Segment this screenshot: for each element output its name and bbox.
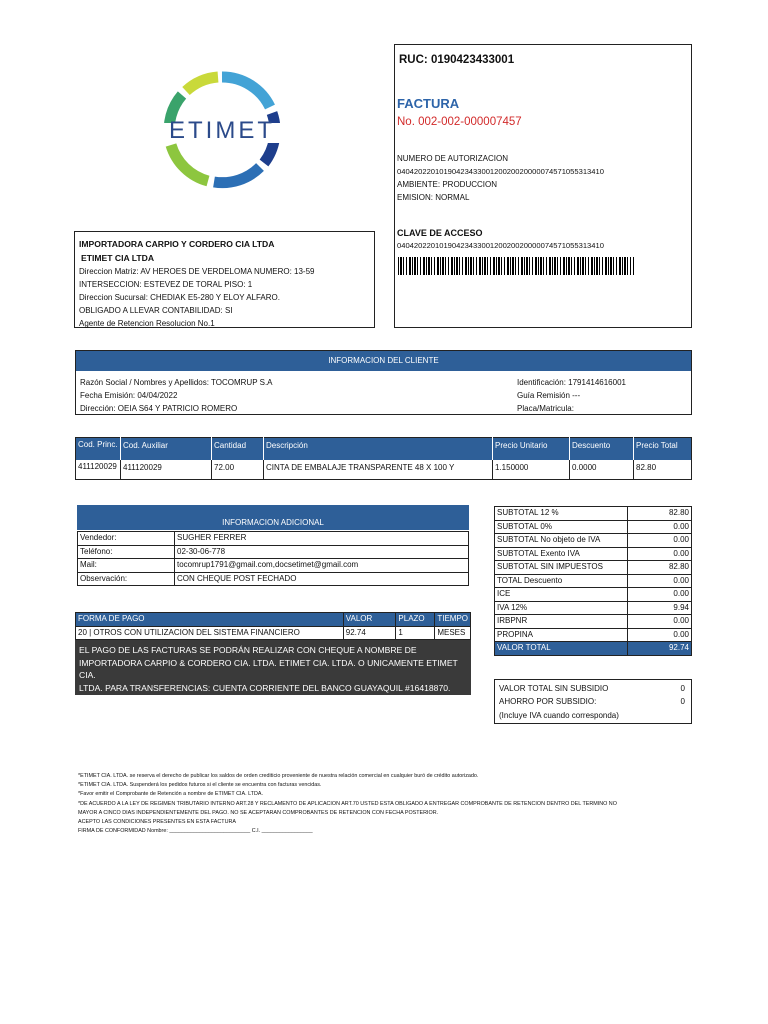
totals-label: PROPINA [495,628,628,642]
cell-quantity: 72.00 [212,460,264,480]
table-row [78,572,469,586]
cell-payment-method: 20 | OTROS CON UTILIZACION DEL SISTEMA FINANCIERO [76,626,344,640]
items-header-row [76,438,692,460]
totals-value: 0.00 [628,547,692,561]
additional-key: Vendedor: [78,532,175,546]
company-branch-address: Direccion Sucursal: CHEDIAK E5-280 Y ELOY ALFARO. [79,293,280,302]
cell-total-price: 82.80 [636,462,657,472]
col-payment-time: TIEMPO [437,614,468,623]
col-unit-price: Precio Unitario [493,438,570,460]
invoice-title: FACTURA [397,96,460,111]
col-discount: Descuento [570,438,634,460]
subsidy-value: 0 [680,684,685,693]
col-description: Descripción [264,438,493,460]
cell-discount: 0.0000 [570,460,634,480]
company-name: IMPORTADORA CARPIO Y CORDERO CIA LTDA [79,239,275,249]
barcode [398,257,634,275]
table-row [78,559,469,573]
access-key-label: CLAVE DE ACCESO [397,228,483,238]
cell-cod-aux: 411120029 [121,460,212,480]
client-guide: Guía Remisión --- [517,391,581,400]
additional-value: SUGHER FERRER [175,532,469,546]
company-matrix-address: Direccion Matriz: AV HEROES DE VERDELOMA NUMERO: 13-59 [79,267,315,276]
subsidy-label: VALOR TOTAL SIN SUBSIDIO [499,684,609,693]
total-value: 92.74 [668,643,689,652]
payment-header-row [76,613,471,627]
totals-label: IRBPNR [495,615,628,629]
cell-description: CINTA DE EMBALAJE TRANSPARENTE 48 X 100 Y [264,460,493,480]
table-row [76,460,692,480]
additional-key: Teléfono: [78,545,175,559]
totals-row [495,520,692,534]
subsidy-note: (Incluye IVA cuando corresponda) [499,711,619,720]
totals-value: 82.80 [628,561,692,575]
totals-value: 9.94 [628,601,692,615]
totals-value: 0.00 [628,628,692,642]
cell-cod-princ: 411120029 [76,460,121,480]
client-address: Dirección: OEIA S64 Y PATRICIO ROMERO [80,404,238,413]
auth-number: 0404202201019042343300120020020000074571055313410 [397,167,604,176]
totals-value: 82.80 [628,507,692,521]
company-trade-name: ETIMET CIA LTDA [81,253,155,263]
table-row [78,545,469,559]
footer-line: *DE ACUERDO A LA LEY DE REGIMEN TRIBUTARIO INTERNO ART.28 Y RECLAMENTO DE APLICACION ART.70 USTED ESTA OBLIGADO A ENTREGAR COMPROBANTE DE RETENCION DENTRO DEL TERMINO NO [78,800,617,807]
payment-note-line: EL PAGO DE LAS FACTURAS SE PODRÁN REALIZAR CON CHEQUE A NOMBRE DE [79,645,417,655]
payment-note-line: IMPORTADORA CARPIO & CORDERO CIA. LTDA. ETIMET CIA. LTDA. O UNICAMENTE ETIMET CIA. [79,657,458,680]
totals-value: 0.00 [628,534,692,548]
footer-line: *ETIMET CIA. LTDA. Suspenderá los pedidos futuros si el cliente se encuentra con facturas vencidas. [78,782,322,789]
totals-row [495,547,692,561]
additional-header-label: INFORMACION ADICIONAL [222,518,324,527]
client-header-label: INFORMACION DEL CLIENTE [328,356,439,365]
footer-line: ACEPTO LAS CONDICIONES PRESENTES EN ESTA FACTURA [78,819,236,826]
auth-label: NUMERO DE AUTORIZACION [397,154,508,163]
additional-value: tocomrup1791@gmail.com,docsetimet@gmail.com [175,559,469,573]
client-date: Fecha Emisión: 04/04/2022 [80,391,178,400]
company-intersection: INTERSECCION: ESTEVEZ DE TORAL PISO: 1 [79,280,253,289]
environment: AMBIENTE: PRODUCCION [397,180,498,189]
invoice-number: No. 002-002-000007457 [397,116,522,128]
cell-payment-value: 92.74 [343,626,396,640]
col-payment-value: VALOR [343,613,396,627]
subsidy-box [494,679,692,724]
total-row [495,642,692,656]
totals-label: SUBTOTAL 0% [495,520,628,534]
totals-row [495,588,692,602]
client-header [76,351,691,371]
company-info-box [74,231,375,328]
totals-label: IVA 12% [495,601,628,615]
totals-row [495,574,692,588]
col-quantity: Cantidad [212,438,264,460]
totals-row [495,561,692,575]
col-total-price: Precio Total [636,441,678,450]
footer-notes [78,772,688,836]
totals-row [495,601,692,615]
cell-payment-term: 1 [396,626,435,640]
totals-label: ICE [495,588,628,602]
cell-payment-time: MESES [435,626,471,640]
totals-value: 0.00 [628,520,692,534]
totals-row [495,534,692,548]
totals-label: SUBTOTAL 12 % [495,507,628,521]
client-info-box [75,350,692,415]
invoice-ruc: RUC: 0190423433001 [399,54,515,66]
totals-value: 0.00 [628,574,692,588]
saving-label: AHORRO POR SUBSIDIO: [499,697,597,706]
table-row [78,532,469,546]
footer-line: *ETIMET CIA. LTDA. se reserva el derecho de publicar los saldos de orden crediticio proveniente de nuestra relación comercial en cualquier buró de crédito autorizado. [78,773,479,779]
footer-line: MAYOR A CINCO DIAS INDEPENDIENTEMENTE DEL PAGO. NO SE ACEPTARAN COMPROBANTES DE RETENCION CON FECHA POSTERIOR. [78,809,439,816]
totals-value: 0.00 [628,588,692,602]
totals-label: TOTAL Descuento [495,574,628,588]
invoice-info-box [394,44,692,328]
footer-line: *Favor emitir el Comprobante de Retención a nombre de ETIMET CIA. LTDA. [78,791,263,798]
payment-note-line: ENVIAR COMPROBANTE DE PAGO A contabilidad@etimet.com.ec [79,695,340,705]
saving-value: 0 [680,697,685,706]
totals-row [495,628,692,642]
additional-key: Mail: [78,559,175,573]
totals-row [495,615,692,629]
company-logo [152,55,292,205]
additional-header [77,505,469,530]
col-cod-princ: Cod. Princ. [76,438,121,460]
totals-label: SUBTOTAL SIN IMPUESTOS [495,561,628,575]
totals-row [495,507,692,521]
totals-value: 0.00 [628,615,692,629]
footer-line: FIRMA DE CONFORMIDAD Nombre: ___________________________ C.I. _________________ [78,828,313,835]
emission: EMISION: NORMAL [397,193,470,202]
payment-note-line: LTDA. PARA TRANSFERENCIAS: CUENTA CORRIENTE DEL BANCO GUAYAQUIL #16418870. [79,682,451,693]
col-cod-aux: Cod. Auxiliar [121,438,212,460]
additional-table [77,531,469,586]
total-label: VALOR TOTAL [495,642,628,656]
logo-text: ETIMET [169,117,275,144]
additional-key: Observación: [78,572,175,586]
items-table [75,437,692,480]
table-row [76,626,471,640]
client-name: Razón Social / Nombres y Apellidos: TOCOMRUP S.A [80,378,273,387]
additional-value: 02-30-06-778 [175,545,469,559]
col-payment-term: PLAZO [396,613,435,627]
additional-value: CON CHEQUE POST FECHADO [177,573,297,583]
access-key: 0404202201019042343300120020020000074571055313410 [397,241,604,250]
totals-table [494,506,692,656]
payment-note-box [75,640,471,705]
company-accounting: OBLIGADO A LLEVAR CONTABILIDAD: SI [79,306,233,315]
client-plate: Placa/Matricula: [517,404,574,413]
cell-unit-price: 1.150000 [493,460,570,480]
totals-label: SUBTOTAL Exento IVA [495,547,628,561]
client-id: Identificación: 1791414616001 [517,378,626,387]
totals-label: SUBTOTAL No objeto de IVA [495,534,628,548]
col-payment-method: FORMA DE PAGO [76,613,344,627]
company-agent: Agente de Retencion Resolucion No.1 [79,319,215,328]
payment-table [75,612,471,640]
